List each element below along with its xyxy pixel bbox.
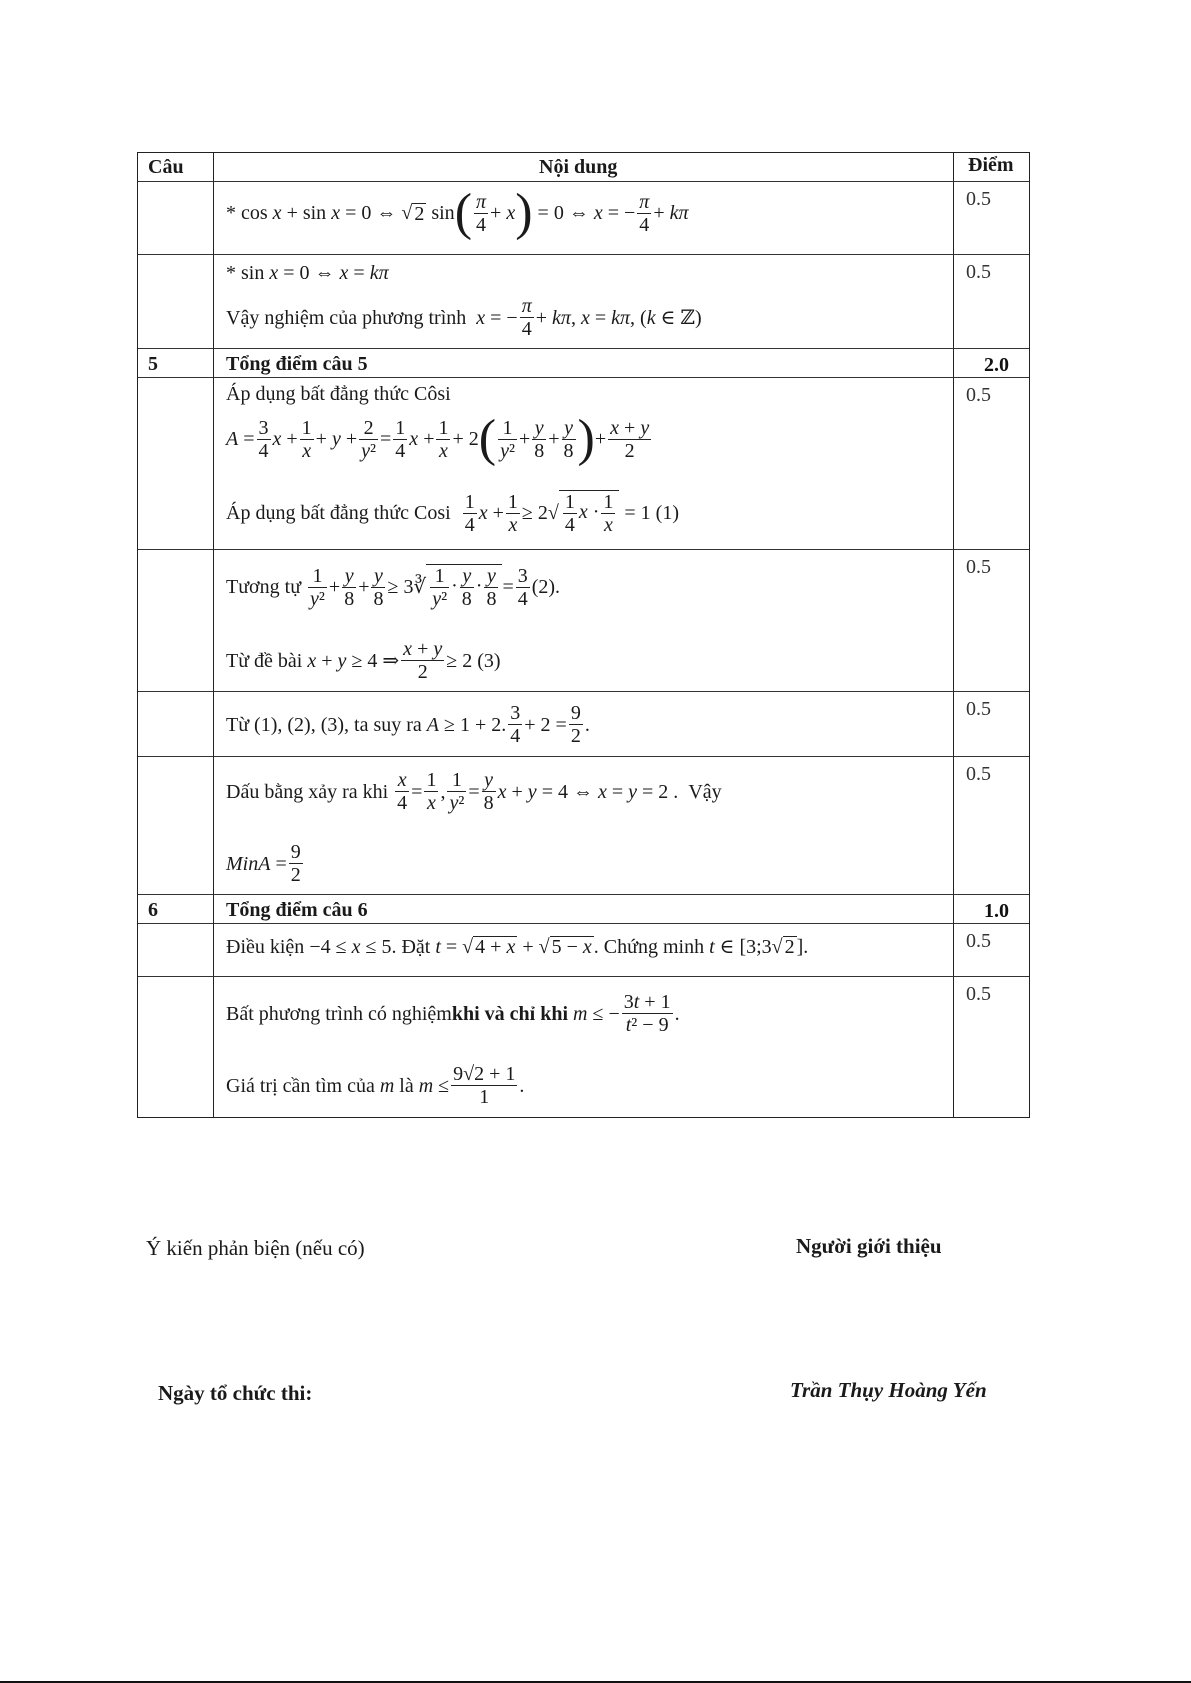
score-value: 0.5 xyxy=(966,763,991,785)
table-row xyxy=(138,756,1029,894)
score-value: 0.5 xyxy=(966,930,991,952)
question-number: 5 xyxy=(148,353,158,375)
cosi-inequality-2: Tương tự $\frac{1}{\text{y²}}$ + $\frac{y}{8}$ + $\frac{y}{8}$ ≥ 3∛ $\frac{1}{\text{y²}}$ · $\frac{y}{8}$ · $\frac{y}{8}$ = $\frac{3}{4}$ (2). xyxy=(226,564,561,610)
score-value: 0.5 xyxy=(966,698,991,720)
cosi-inequality-1: Áp dụng bất đẳng thức Cosi $\frac{1}{4}$ x + $\frac{1}{x}$ ≥ 2√ $\frac{1}{4}$ x · $\frac{1}{x}$ = 1 (1) xyxy=(226,490,680,536)
signer-name: Trần Thụy Hoàng Yến xyxy=(790,1378,987,1402)
min-A: MinA = $\frac{9}{2}$ xyxy=(226,841,301,886)
exam-date-label: Ngày tổ chức thi: xyxy=(158,1381,313,1405)
total-score: 2.0 xyxy=(984,354,1009,376)
cosi-intro: Áp dụng bất đẳng thức Côsi xyxy=(226,383,451,405)
score-value: 0.5 xyxy=(966,261,991,283)
header-noi-dung: Nội dung xyxy=(539,156,618,178)
equation-cos-sin: * cos x + sin x = 0 ⇔ √ 2 sin ( $\frac{\pi}{4}$ + x ) = 0 ⇔ x = − $\frac{\pi}{4}$ + kπ xyxy=(226,184,689,241)
total-label: Tổng điểm câu 5 xyxy=(226,353,368,375)
answer-table xyxy=(137,152,1030,1118)
table-row xyxy=(138,377,1029,549)
header-diem: Điểm xyxy=(968,154,1014,176)
table-row xyxy=(138,691,1029,756)
equality-condition: Dấu bằng xảy ra khi $\frac{x}{4}$ = $\frac{1}{x}$ , $\frac{1}{\text{y²}}$ = $\frac{y}{8}$ x + y = 4 ⇔ x = y = 2 . Vậy xyxy=(226,769,722,814)
review-comments-label: Ý kiến phản biện (nếu có) xyxy=(146,1236,365,1260)
table-row xyxy=(138,549,1029,691)
table-row-total xyxy=(138,348,1029,377)
score-value: 0.5 xyxy=(966,983,991,1005)
question-number: 6 xyxy=(148,899,158,921)
table-row xyxy=(138,976,1029,1117)
equation-sin: * sin x = 0 ⇔ x = kπ xyxy=(226,262,389,284)
inequality-m: Bất phương trình có nghiệm khi và chỉ khi m ≤ − $\frac{3t + 1}{\text{t² − 9}}$ . xyxy=(226,991,680,1036)
total-label: Tổng điểm câu 6 xyxy=(226,899,368,921)
inequality-3: Từ đề bài x + y ≥ 4 ⇒ $\frac{x + y}{2}$ ≥ 2 (3) xyxy=(226,638,501,683)
answer-m: Giá trị cần tìm của m là m ≤ $\frac{9√2 + 1}{1}$ . xyxy=(226,1063,525,1108)
expression-A: A = $\frac{3}{4}$ x + $\frac{1}{x}$ + y + $\frac{2}{\text{y²}}$ = $\frac{1}{4}$ x + $\frac{1}{x}$ + 2 ( $\frac{1}{\text{y²}}$ + $\frac{y}{8}$ + $\frac{y}{8}$ ) + $\frac{x + y}{2}$ xyxy=(226,410,650,467)
solution-summary: Vậy nghiệm của phương trình x = − $\frac{\pi}{4}$ + kπ , x = kπ , ( k ∈ ℤ) xyxy=(226,295,702,340)
score-value: 0.5 xyxy=(966,384,991,406)
total-score: 1.0 xyxy=(984,900,1009,922)
score-value: 0.5 xyxy=(966,556,991,578)
score-value: 0.5 xyxy=(966,188,991,210)
header-cau: Câu xyxy=(148,156,184,178)
table-row xyxy=(138,923,1029,976)
introducer-label: Người giới thiệu xyxy=(796,1234,942,1258)
table-header-row xyxy=(138,153,1029,181)
conclusion-A: Từ (1), (2), (3), ta suy ra A ≥ 1 + 2. $\frac{3}{4}$ + 2 = $\frac{9}{2}$ . xyxy=(226,702,590,747)
domain-condition: Điều kiện −4 ≤ x ≤ 5 . Đặt t = √ 4 + x + √ 5 − x . Chứng minh t ∈ [3;3√ 2 ]. xyxy=(226,935,809,958)
table-row xyxy=(138,254,1029,348)
table-row-total xyxy=(138,894,1029,923)
table-row xyxy=(138,181,1029,254)
